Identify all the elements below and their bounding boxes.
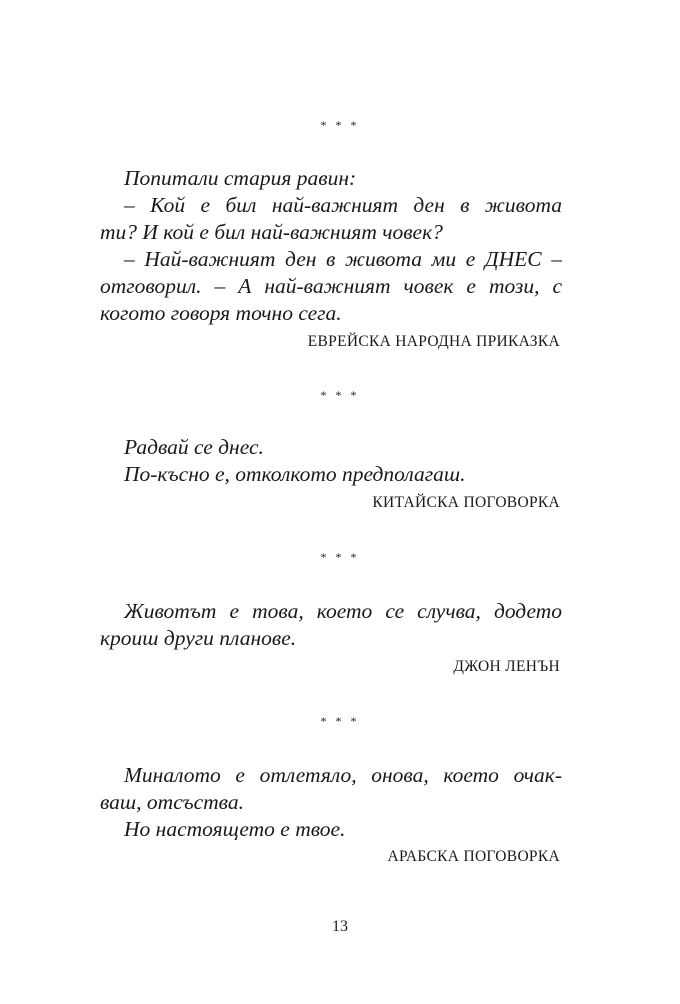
quote-author: КИТАЙСКА ПОГОВОРКА xyxy=(372,494,560,511)
quote-line: Но настоящето е твое. xyxy=(124,817,346,841)
quote-author: ДЖОН ЛЕНЪН xyxy=(453,658,560,675)
quote-line: Миналото е отлетяло, онова, което очак- xyxy=(124,763,562,787)
quote-line: Попитали стария равин: xyxy=(124,166,357,190)
section-separator: * * * xyxy=(320,714,360,728)
quote-line: когото говоря точно сега. xyxy=(100,301,342,325)
quote-line: По-късно е, отколкото предполагаш. xyxy=(124,462,466,486)
quote-author: ЕВРЕЙСКА НАРОДНА ПРИКАЗКА xyxy=(307,333,560,350)
quote-line: Животът е това, което се случва, додето xyxy=(124,599,562,623)
quote-line: Радвай се днес. xyxy=(124,435,264,459)
quote-line: ти? И кой е бил най-важният човек? xyxy=(100,220,443,244)
page-number: 13 xyxy=(332,918,348,935)
section-separator: * * * xyxy=(320,550,360,564)
quote-line: – Най-важният ден в живота ми е ДНЕС – xyxy=(124,247,562,271)
section-separator: * * * xyxy=(320,118,360,132)
quote-line: ваш, отсъства. xyxy=(100,790,244,814)
section-separator: * * * xyxy=(320,388,360,402)
quote-line: отговорил. – А най-важният човек е този, с xyxy=(100,274,562,298)
quote-line: – Кой е бил най-важният ден в живота xyxy=(124,193,562,217)
quote-line: кроиш други планове. xyxy=(100,626,297,650)
quote-author: АРАБСКА ПОГОВОРКА xyxy=(387,848,560,865)
